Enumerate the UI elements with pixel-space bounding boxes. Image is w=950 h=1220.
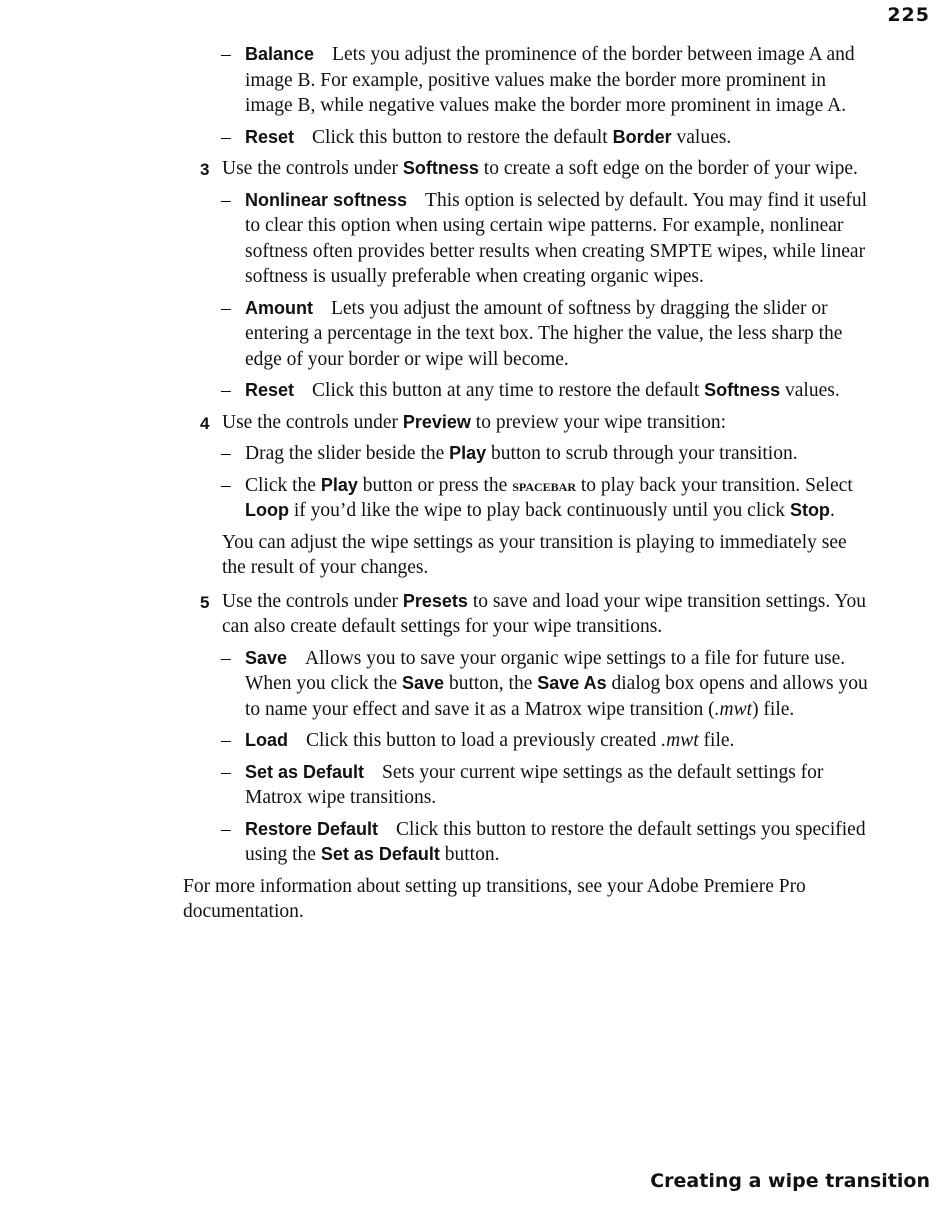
balance-item: – Balance Lets you adjust the prominence of the border between image A and image B. For example, positive values make the border more prominent in image B, while negative values make the border more prominent in image A.: [221, 44, 855, 116]
save-as-term: Save As: [537, 673, 607, 693]
stop-term: Stop: [789, 500, 830, 520]
mwt-extension: .mwt: [714, 698, 753, 720]
amount-term: Amount: [245, 297, 313, 318]
preview-note: You can adjust the wipe settings as your transition is playing to immediately see the result of your changes.: [222, 531, 847, 578]
step-number: 5: [200, 592, 210, 612]
set-as-default-item: – Set as Default Sets your current wipe settings as the default settings for Matrox wipe transitions.: [221, 761, 824, 808]
spacebar-key: spacebar: [512, 475, 577, 495]
page-body: [0, 42, 950, 925]
step-3: 3 Use the controls under Softness to create a soft edge on the border of your wipe.: [222, 156, 872, 182]
nonlinear-term: Nonlinear softness: [245, 189, 408, 210]
restore-default-item: – Restore Default Click this button to restore the default settings you specified using the Set as Default button.: [221, 818, 866, 865]
step-number: 4: [200, 413, 210, 433]
step-4: 4 Use the controls under Preview to preview your wipe transition:: [222, 410, 872, 436]
reset-term: Reset: [245, 126, 295, 147]
load-term: Load: [245, 730, 288, 750]
drag-slider-item: – Drag the slider beside the Play button to scrub through your transition.: [221, 443, 798, 464]
reset-softness-item: – Reset Click this button at any time to restore the default Softness values.: [221, 380, 840, 401]
play-term: Play: [320, 474, 358, 495]
step-5: 5 Use the controls under Presets to save and load your wipe transition settings. You can also create default settings for your wipe transitions.: [200, 590, 867, 637]
border-term: Border: [612, 126, 672, 147]
load-item: – Load Click this button to load a previously created .mwt file.: [221, 730, 735, 751]
footer-title: Creating a wipe transition: [650, 1170, 930, 1192]
closing-paragraph: For more information about setting up transitions, see your Adobe Premiere Pro documentation.: [183, 875, 806, 922]
step-number: 3: [200, 160, 210, 179]
presets-term: Presets: [402, 590, 468, 611]
click-play-item: – Click the Play button or press the spacebar to play back your transition. Select Loop if you’d like the wipe to play back continuously until you click Stop.: [221, 474, 853, 521]
restore-default-term: Restore Default: [245, 818, 379, 839]
page-number: 225: [887, 4, 930, 26]
preview-term: Preview: [402, 411, 471, 432]
reset-term: Reset: [245, 380, 295, 400]
nonlinear-softness-item: – Nonlinear softness This option is selected by default. You may find it useful to clear this option when using certain wipe patterns. For example, nonlinear softness often provides better results when creating SMPTE wipes, while linear softness is usually preferable when creating organic wipes.: [221, 189, 867, 287]
reset-border-item: – Reset Click this button to restore the default Border values.: [221, 126, 732, 148]
balance-term: Balance: [245, 44, 315, 64]
mwt-extension: .mwt: [661, 730, 699, 751]
play-term: Play: [449, 443, 487, 463]
softness-term: Softness: [402, 158, 479, 178]
save-item: – Save Allows you to save your organic wipe settings to a file for future use. When you click the Save button, the Save As dialog box opens and allows you to name your effect and save it as a Matrox wipe transition (.mwt) file.: [221, 647, 868, 720]
balance-text: Lets you adjust the prominence of the border between image A and image B. For example, positive values make the border more prominent in image B, while negative values make the border more prominent in image A.: [245, 44, 855, 116]
amount-item: – Amount Lets you adjust the amount of softness by dragging the slider or entering a percentage in the text box. The higher the value, the less sharp the edge of your border or wipe will become.: [221, 297, 843, 370]
set-as-default-term: Set as Default: [245, 761, 365, 782]
save-term: Save: [245, 647, 288, 668]
loop-term: Loop: [245, 500, 289, 520]
